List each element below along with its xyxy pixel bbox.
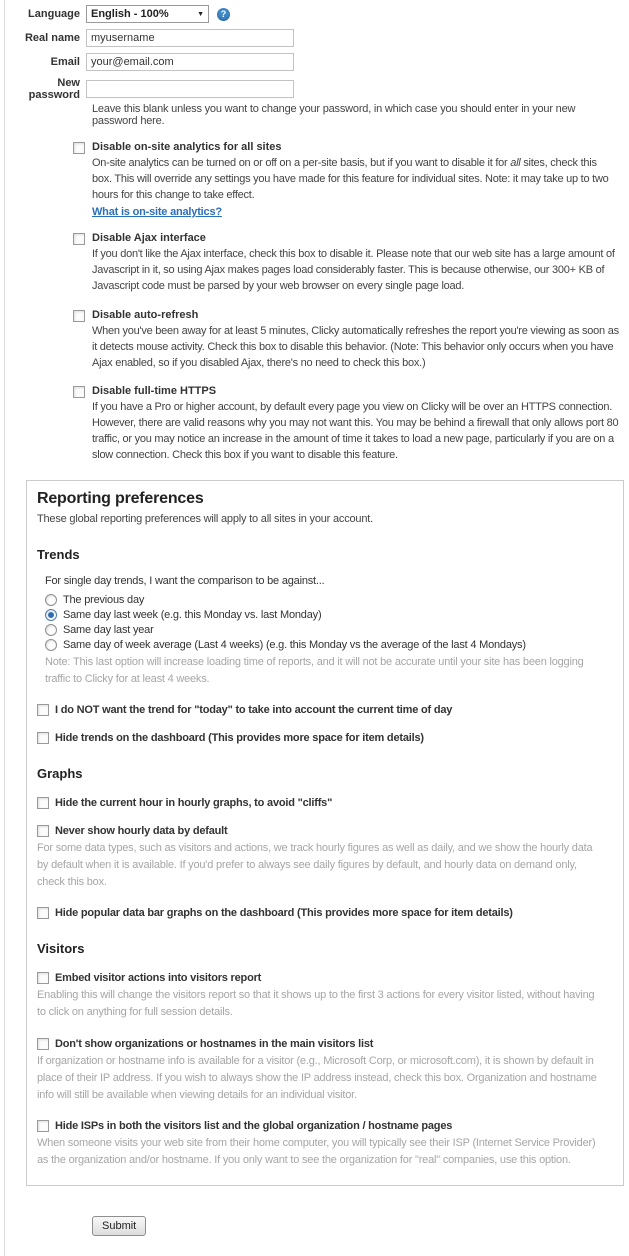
reporting-preferences-title: Reporting preferences bbox=[37, 490, 204, 508]
trend-option-note: Note: This last option will increase loading time of reports, and it will not be accurate until your site has been logging traffic to Clicky for at least 4 weeks. bbox=[45, 656, 584, 686]
option-disable-onsite-analytics bbox=[92, 141, 619, 218]
checkbox-note: When someone visits your web site from their home computer, you will typically see their ISP (Internet Service Provider) as the organization and/or hostname. If you only want to see the organization for "real" companies, use this option. bbox=[37, 1136, 596, 1166]
radio-week-average[interactable] bbox=[45, 639, 611, 651]
radio-button[interactable] bbox=[45, 639, 57, 651]
checkbox-label[interactable]: Hide popular data bar graphs on the dashboard (This provides more space for item details) bbox=[55, 907, 513, 920]
new-password-field[interactable] bbox=[86, 80, 294, 98]
disable-ajax-checkbox[interactable] bbox=[73, 233, 85, 245]
real-name-label: Real name bbox=[24, 32, 80, 44]
option-description: If you have a Pro or higher account, by default every page you view on Clicky will be over an HTTPS connection. However, there are valid reasons why you may not want this. You may be behind a firewall that only allows port 80 traffic, or you may notice an increase in the amount of time it takes to load a new page, particularly if you are on a slow connection. Check this box if you want to disable this feature. bbox=[92, 401, 619, 462]
checkbox-label[interactable]: Don't show organizations or hostnames in the main visitors list bbox=[55, 1037, 374, 1050]
visitors-heading: Visitors bbox=[37, 941, 85, 957]
radio-button[interactable] bbox=[45, 609, 57, 621]
radio-label[interactable]: Same day of week average (Last 4 weeks) (e.g. this Monday vs the average of the last 4 Mondays) bbox=[63, 639, 526, 652]
language-row bbox=[6, 5, 619, 23]
checkbox-label[interactable]: Never show hourly data by default bbox=[55, 825, 228, 838]
chevron-down-icon: ▼ bbox=[197, 10, 204, 18]
option-title[interactable]: Disable on-site analytics for all sites bbox=[92, 141, 282, 153]
disable-onsite-analytics-checkbox[interactable] bbox=[73, 142, 85, 154]
option-disable-ajax bbox=[92, 232, 619, 295]
radio-label[interactable]: Same day last year bbox=[63, 624, 154, 637]
never-hourly-checkbox[interactable] bbox=[37, 825, 49, 837]
trends-heading: Trends bbox=[37, 547, 80, 563]
password-hint: Leave this blank unless you want to change your password, in which case you should enter in your new password here. bbox=[92, 103, 576, 127]
radio-button[interactable] bbox=[45, 594, 57, 606]
radio-previous-day[interactable] bbox=[45, 594, 611, 606]
option-disable-auto-refresh bbox=[92, 309, 619, 372]
hide-current-hour-row bbox=[37, 797, 611, 809]
page-left-border bbox=[4, 0, 5, 1256]
language-label: Language bbox=[28, 8, 80, 20]
reporting-preferences-panel bbox=[26, 480, 624, 1186]
option-title[interactable]: Disable auto-refresh bbox=[92, 308, 199, 321]
no-organizations-checkbox[interactable] bbox=[37, 1038, 49, 1050]
hide-current-hour-checkbox[interactable] bbox=[37, 797, 49, 809]
account-form bbox=[6, 5, 619, 464]
language-select[interactable] bbox=[86, 5, 209, 23]
trend-comparison-question: For single day trends, I want the comparison to be against... bbox=[45, 575, 325, 588]
radio-label[interactable]: Same day last week (e.g. this Monday vs. last Monday) bbox=[63, 609, 322, 622]
embed-actions-row bbox=[37, 972, 611, 1021]
reporting-preferences-subtitle: These global reporting preferences will apply to all sites in your account. bbox=[37, 513, 373, 526]
real-name-field[interactable] bbox=[86, 29, 294, 47]
real-name-row bbox=[6, 29, 619, 47]
hide-trends-dashboard-row bbox=[37, 732, 611, 744]
option-description: If you don't like the Ajax interface, check this box to disable it. Please note that our web site has a large amount of Javascript in it, so using Ajax makes pages load considerably faster. This is because otherwise, our 300+ KB of Javascript code must be parsed by your web browser on every single page load. bbox=[92, 247, 615, 292]
new-password-label: New password bbox=[28, 77, 80, 101]
no-organizations-row bbox=[37, 1038, 611, 1104]
trend-today-checkbox-row bbox=[37, 704, 611, 716]
checkbox-label[interactable]: Hide the current hour in hourly graphs, to avoid "cliffs" bbox=[55, 797, 333, 810]
hide-popular-bars-row bbox=[37, 907, 611, 919]
radio-button[interactable] bbox=[45, 624, 57, 636]
option-disable-https bbox=[92, 385, 619, 464]
checkbox-note: If organization or hostname info is available for a visitor (e.g., Microsoft Corp, or microsoft.com), it is shown by default in place of their IP address. If you wish to always show the IP address instead, check this box. Organization and hostname info will still be available when viewing details for an individual visitor. bbox=[37, 1054, 597, 1101]
radio-same-day-last-week[interactable] bbox=[45, 609, 611, 621]
checkbox-note: For some data types, such as visitors and actions, we track hourly figures as well as daily, and we show the hourly data by default when it is available. If you'd prefer to always see daily figures by default, and hourly data on demand only, check this box. bbox=[37, 842, 593, 889]
never-hourly-row bbox=[37, 825, 611, 891]
checkbox-label[interactable]: Hide ISPs in both the visitors list and the global organization / hostname pages bbox=[55, 1119, 453, 1132]
what-is-onsite-analytics-link[interactable]: What is on-site analytics? bbox=[92, 205, 222, 218]
trend-today-checkbox[interactable] bbox=[37, 704, 49, 716]
email-field[interactable] bbox=[86, 53, 294, 71]
disable-auto-refresh-checkbox[interactable] bbox=[73, 310, 85, 322]
radio-same-day-last-year[interactable] bbox=[45, 624, 611, 636]
option-description: On-site analytics can be turned on or off on a per-site basis, but if you want to disable it for all sites, check this box. This will override any settings you have made for this feature for individual sites. Note: it may take up to two hours for this change to take effect. bbox=[92, 157, 609, 201]
option-description: When you've been away for at least 5 minutes, Clicky automatically refreshes the report you're viewing as soon as it detects mouse activity. Check this box to disable this behavior. (Note: This behavior only occurs when you have Ajax enabled, so if you disabled Ajax, there's no need to check this box.) bbox=[92, 324, 619, 369]
checkbox-label[interactable]: Embed visitor actions into visitors report bbox=[55, 972, 262, 985]
help-icon[interactable]: ? bbox=[217, 8, 230, 21]
graphs-heading: Graphs bbox=[37, 766, 83, 782]
new-password-row bbox=[6, 77, 619, 101]
email-row bbox=[6, 53, 619, 71]
radio-label[interactable]: The previous day bbox=[63, 594, 145, 607]
hide-popular-bars-checkbox[interactable] bbox=[37, 907, 49, 919]
option-title[interactable]: Disable full-time HTTPS bbox=[92, 385, 217, 398]
hide-trends-dashboard-checkbox[interactable] bbox=[37, 732, 49, 744]
checkbox-note: Enabling this will change the visitors report so that it shows up to the first 3 actions for every visitor listed, without having to click on anything for full session details. bbox=[37, 989, 595, 1019]
embed-actions-checkbox[interactable] bbox=[37, 972, 49, 984]
submit-button[interactable]: Submit bbox=[92, 1216, 146, 1236]
option-title[interactable]: Disable Ajax interface bbox=[92, 231, 206, 244]
language-selected-value: English - 100% bbox=[91, 8, 169, 20]
hide-isps-checkbox[interactable] bbox=[37, 1120, 49, 1132]
checkbox-label[interactable]: Hide trends on the dashboard (This provides more space for item details) bbox=[55, 732, 424, 745]
checkbox-label[interactable]: I do NOT want the trend for "today" to take into account the current time of day bbox=[55, 704, 453, 717]
disable-https-checkbox[interactable] bbox=[73, 386, 85, 398]
hide-isps-row bbox=[37, 1120, 611, 1169]
email-label: Email bbox=[50, 56, 80, 68]
